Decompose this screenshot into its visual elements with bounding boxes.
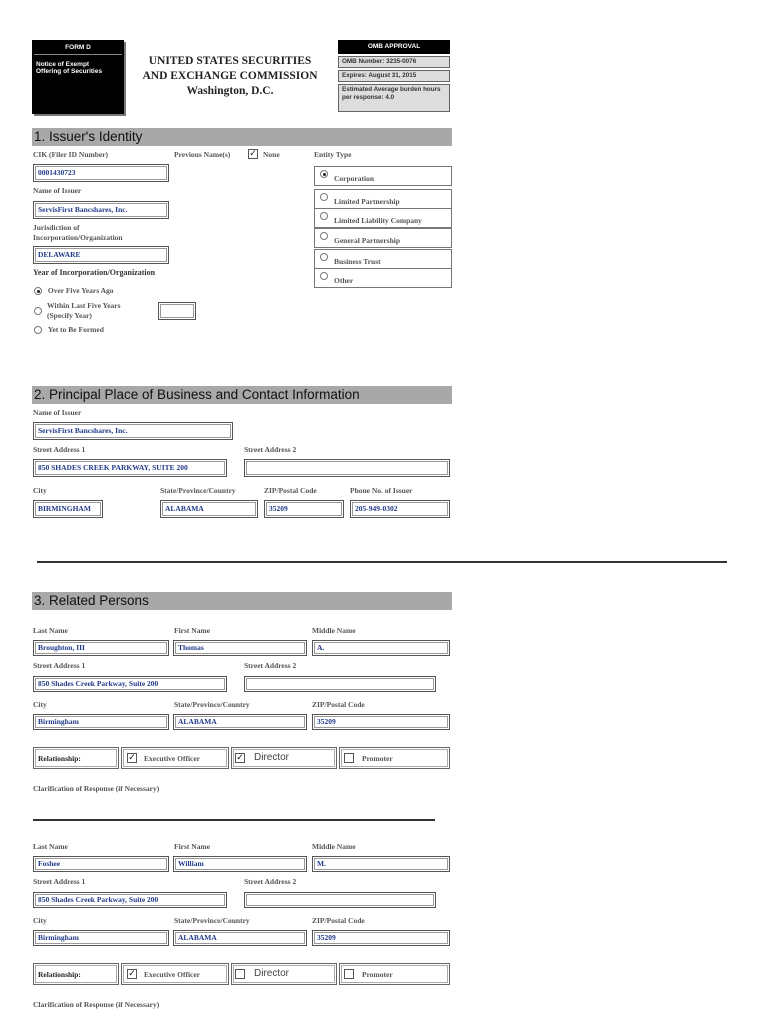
state-field[interactable]: ALABAMA xyxy=(173,930,307,946)
cik-field[interactable]: 0001430723 xyxy=(33,164,169,182)
entity-type-label: Business Trust xyxy=(334,257,381,266)
section-2-title: 2. Principal Place of Business and Contact Information xyxy=(32,386,452,404)
year-label: Year of Incorporation/Organization xyxy=(33,268,156,277)
agency-title-line1: UNITED STATES SECURITIES xyxy=(148,55,312,67)
form-d-desc-line2: Offering of Securities xyxy=(36,68,103,75)
s2-zip-field[interactable]: 35209 xyxy=(264,500,344,518)
s2-city-label: City xyxy=(33,486,47,495)
s2-state-field[interactable]: ALABAMA xyxy=(160,500,258,518)
city-field[interactable]: Birmingham xyxy=(33,714,169,730)
s2-street1-field[interactable]: 850 SHADES CREEK PARKWAY, SUITE 200 xyxy=(33,459,227,477)
promoter-label: Promoter xyxy=(362,754,393,763)
director-box xyxy=(231,747,337,769)
relationship-label: Relationship: xyxy=(38,754,81,763)
entity-type-option[interactable] xyxy=(314,166,452,186)
s2-phone-field[interactable]: 205-949-0302 xyxy=(350,500,450,518)
city-label: City xyxy=(33,700,47,709)
previous-names-label: Previous Name(s) xyxy=(174,150,231,159)
street1-field[interactable]: 850 Shades Creek Parkway, Suite 200 xyxy=(33,892,227,908)
entity-type-option[interactable] xyxy=(314,268,452,288)
director-box xyxy=(231,963,337,985)
executive-officer-checkbox[interactable] xyxy=(127,753,137,763)
entity-type-label: Other xyxy=(334,276,354,285)
last-name-label: Last Name xyxy=(33,626,68,635)
year-option-sub: (Specify Year) xyxy=(47,311,92,320)
s2-city-field[interactable]: BIRMINGHAM xyxy=(33,500,103,518)
state-label: State/Province/Country xyxy=(174,700,250,709)
middle-name-field[interactable]: A. xyxy=(312,640,450,656)
year-option-label: Yet to Be Formed xyxy=(47,325,104,334)
jurisdiction-label-line1: Jurisdiction of xyxy=(33,223,80,232)
relationship-label: Relationship: xyxy=(38,970,81,979)
cik-label: CIK (Filer ID Number) xyxy=(33,150,109,159)
form-d-desc-line1: Notice of Exempt xyxy=(36,61,90,68)
s2-state-label: State/Province/Country xyxy=(160,486,236,495)
entity-type-label: Limited Liability Company xyxy=(334,216,422,225)
radio-icon xyxy=(320,232,328,240)
promoter-checkbox[interactable] xyxy=(344,969,354,979)
issuer-name-label: Name of Issuer xyxy=(33,186,82,195)
relationship-box xyxy=(33,747,119,769)
executive-officer-label: Executive Officer xyxy=(144,970,201,979)
zip-label: ZIP/Postal Code xyxy=(312,916,365,925)
first-name-field[interactable]: Thomas xyxy=(173,640,307,656)
last-name-field[interactable]: Broughton, III xyxy=(33,640,169,656)
radio-icon xyxy=(34,287,42,295)
year-option-within-five[interactable] xyxy=(34,301,121,321)
omb-expires: Expires: August 31, 2015 xyxy=(338,70,450,82)
relationship-box xyxy=(33,963,119,985)
executive-officer-box xyxy=(121,747,229,769)
agency-title-line2: AND EXCHANGE COMMISSION xyxy=(142,70,318,82)
year-option-over-five[interactable] xyxy=(34,286,114,295)
first-name-label: First Name xyxy=(174,842,211,851)
last-name-label: Last Name xyxy=(33,842,68,851)
state-field[interactable]: ALABAMA xyxy=(173,714,307,730)
jurisdiction-field[interactable]: DELAWARE xyxy=(33,246,169,264)
zip-field[interactable]: 35209 xyxy=(312,714,450,730)
radio-icon xyxy=(320,193,328,201)
clarification-label: Clarification of Response (if Necessary) xyxy=(33,784,160,793)
promoter-label: Promoter xyxy=(362,970,393,979)
year-option-label: Within Last Five Years xyxy=(47,301,121,310)
director-checkbox[interactable] xyxy=(235,969,245,979)
year-option-label: Over Five Years Ago xyxy=(47,286,114,295)
entity-type-option[interactable] xyxy=(314,189,452,209)
jurisdiction-label-line2: Incorporation/Organization xyxy=(33,233,123,242)
radio-icon xyxy=(320,272,328,280)
first-name-field[interactable]: William xyxy=(173,856,307,872)
form-d-label: FORM D xyxy=(65,44,91,51)
s2-phone-label: Phone No. of Issuer xyxy=(350,486,413,495)
section-3-title: 3. Related Persons xyxy=(32,592,452,610)
year-option-yet-to-be-formed[interactable] xyxy=(34,325,104,334)
street1-label: Street Address 1 xyxy=(33,877,86,886)
check-icon: ✓ xyxy=(249,149,257,159)
check-icon: ✓ xyxy=(128,753,136,763)
section-1-title: 1. Issuer's Identity xyxy=(32,128,452,146)
last-name-field[interactable]: Foshee xyxy=(33,856,169,872)
issuer-name-field[interactable]: ServisFirst Bancshares, Inc. xyxy=(33,201,169,219)
state-label: State/Province/Country xyxy=(174,916,250,925)
check-icon: ✓ xyxy=(128,969,136,979)
form-d-box xyxy=(32,40,124,114)
radio-icon xyxy=(34,326,42,334)
street2-label: Street Address 2 xyxy=(244,877,297,886)
city-label: City xyxy=(33,916,47,925)
agency-title-line3: Washington, D.C. xyxy=(186,85,274,97)
section-divider xyxy=(37,561,727,563)
omb-approval-title: OMB APPROVAL xyxy=(367,43,421,50)
s2-zip-label: ZIP/Postal Code xyxy=(264,486,317,495)
s2-issuer-name-label: Name of Issuer xyxy=(33,408,82,417)
check-icon: ✓ xyxy=(236,753,244,763)
entity-type-option[interactable] xyxy=(314,249,452,269)
clarification-label: Clarification of Response (if Necessary) xyxy=(33,1000,160,1009)
middle-name-field[interactable]: M. xyxy=(312,856,450,872)
director-checkbox[interactable] xyxy=(235,753,245,763)
middle-name-label: Middle Name xyxy=(312,626,356,635)
radio-icon xyxy=(320,253,328,261)
street1-field[interactable]: 850 Shades Creek Parkway, Suite 200 xyxy=(33,676,227,692)
omb-burden: Estimated Average burden hours per response: 4.0 xyxy=(338,84,450,112)
radio-icon xyxy=(320,212,328,220)
director-label: Director xyxy=(254,968,290,979)
executive-officer-box xyxy=(121,963,229,985)
street2-field[interactable] xyxy=(244,892,436,908)
entity-type-label: General Partnership xyxy=(334,236,401,245)
promoter-box xyxy=(339,747,450,769)
promoter-checkbox[interactable] xyxy=(344,753,354,763)
entity-type-option[interactable] xyxy=(314,228,452,248)
agency-title xyxy=(132,54,328,99)
s2-street2-field[interactable] xyxy=(244,459,450,477)
director-label: Director xyxy=(254,752,290,763)
radio-icon xyxy=(34,307,42,315)
street2-field[interactable] xyxy=(244,676,436,692)
person-divider xyxy=(33,819,435,821)
first-name-label: First Name xyxy=(174,626,211,635)
s2-street2-label: Street Address 2 xyxy=(244,445,297,454)
middle-name-label: Middle Name xyxy=(312,842,356,851)
entity-type-label: Entity Type xyxy=(314,150,352,159)
omb-number: OMB Number: 3235-0076 xyxy=(338,56,450,68)
entity-type-option[interactable] xyxy=(314,208,452,228)
street1-label: Street Address 1 xyxy=(33,661,86,670)
s2-issuer-name-field[interactable]: ServisFirst Bancshares, Inc. xyxy=(33,422,233,440)
street2-label: Street Address 2 xyxy=(244,661,297,670)
promoter-box xyxy=(339,963,450,985)
zip-label: ZIP/Postal Code xyxy=(312,700,365,709)
city-field[interactable]: Birmingham xyxy=(33,930,169,946)
executive-officer-checkbox[interactable] xyxy=(127,969,137,979)
s2-street1-label: Street Address 1 xyxy=(33,445,86,454)
entity-type-label: Limited Partnership xyxy=(334,197,400,206)
none-label: None xyxy=(263,150,280,159)
jurisdiction-label xyxy=(33,223,123,243)
specify-year-field[interactable] xyxy=(158,302,196,320)
none-checkbox[interactable] xyxy=(248,149,258,159)
executive-officer-label: Executive Officer xyxy=(144,754,201,763)
zip-field[interactable]: 35209 xyxy=(312,930,450,946)
omb-approval-header xyxy=(338,40,450,54)
radio-icon xyxy=(320,170,328,178)
entity-type-label: Corporation xyxy=(334,174,374,183)
